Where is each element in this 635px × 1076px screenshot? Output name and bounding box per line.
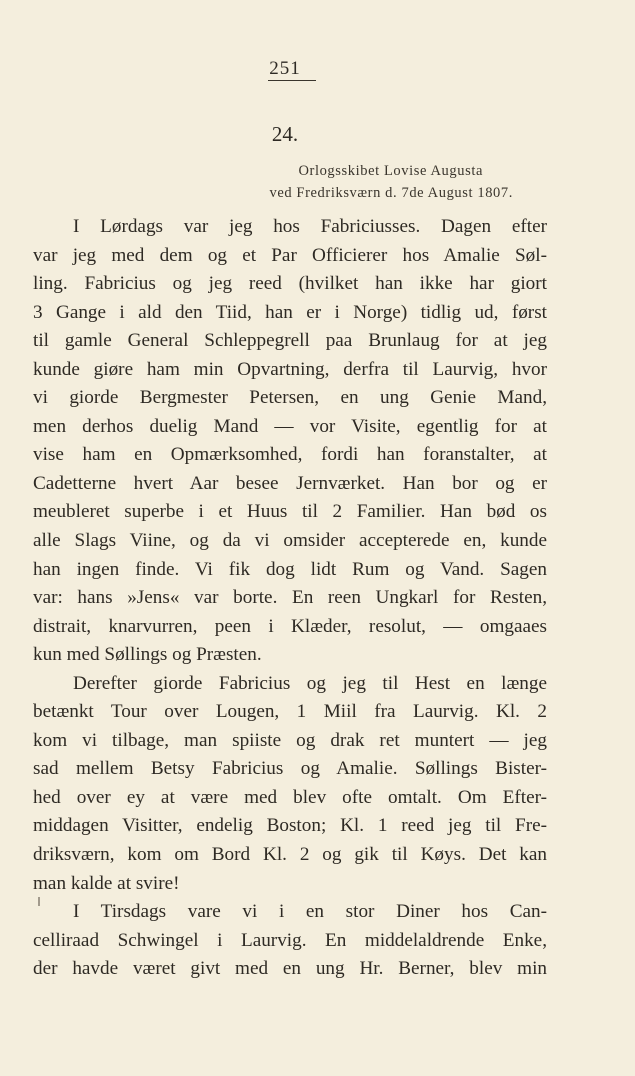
dateline-ship: Orlogsskibet Lovise Augusta <box>298 163 483 179</box>
text-line: var jeg med dem og et Par Officierer hos Amalie Søl- <box>33 244 547 266</box>
text-line: kunde giøre ham min Opvartning, derfra til Laurvig, hvor <box>33 358 547 380</box>
page-number: 251 <box>269 58 301 79</box>
text-line: kun med Søllings og Præsten. <box>33 644 262 666</box>
text-line: hed over ey at være med blev ofte omtalt. Om Efter- <box>33 786 547 808</box>
text-line: men derhos duelig Mand — vor Visite, egentlig for at <box>33 415 547 437</box>
text-line: var: hans »Jens« var borte. En reen Ungkarl for Resten, <box>33 587 547 609</box>
text-line: betænkt Tour over Lougen, 1 Miil fra Laurvig. Kl. 2 <box>33 701 547 723</box>
text-line: meubleret superbe i et Huus til 2 Familier. Han bød os <box>33 501 547 523</box>
text-line: der havde været givt med en ung Hr. Berner, blev min <box>33 958 547 980</box>
letter-number: 24. <box>271 122 299 146</box>
text-line: til gamle General Schleppegrell paa Brunlaug for at jeg <box>33 330 547 352</box>
text-line: driksværn, kom om Bord Kl. 2 og gik til Køys. Det kan <box>33 844 547 866</box>
text-line: celliraad Schwingel i Laurvig. En middelaldrende Enke, <box>33 929 547 951</box>
dateline-place-date: ved Fredriksværn d. 7de August 1807. <box>269 185 513 201</box>
letter-body <box>33 213 547 984</box>
text-line: I Lørdags var jeg hos Fabriciusses. Dagen efter <box>73 216 547 237</box>
page-number-rule <box>268 80 316 81</box>
text-line: sad mellem Betsy Fabricius og Amalie. Søllings Bister- <box>33 758 547 780</box>
margin-mark <box>38 897 40 906</box>
text-line: man kalde at svire! <box>33 872 180 894</box>
text-line: middagen Visitter, endelig Boston; Kl. 1 reed jeg til Fre- <box>33 815 547 837</box>
text-line: ling. Fabricius og jeg reed (hvilket han ikke har giort <box>33 273 547 295</box>
text-line: distrait, knarvurren, peen i Klæder, resolut, — omgaaes <box>33 615 547 637</box>
text-line: vi giorde Bergmester Petersen, en ung Genie Mand, <box>33 387 547 409</box>
text-line: alle Slags Viine, og da vi omsider accepterede en, kunde <box>33 530 547 552</box>
text-line: I Tirsdags vare vi i en stor Diner hos Can- <box>73 901 547 923</box>
text-line: vise ham en Opmærksomhed, fordi han foranstalter, at <box>33 444 547 466</box>
text-line: Cadetterne hvert Aar besee Jernværket. Han bor og er <box>33 472 547 494</box>
text-line: 3 Gange i ald den Tiid, han er i Norge) tidlig ud, først <box>33 301 547 323</box>
text-line: kom vi tilbage, man spiiste og drak ret muntert — jeg <box>33 729 547 751</box>
text-line: Derefter giorde Fabricius og jeg til Hest en længe <box>73 672 547 694</box>
text-line: han ingen finde. Vi fik dog lidt Rum og Vand. Sagen <box>33 558 547 580</box>
